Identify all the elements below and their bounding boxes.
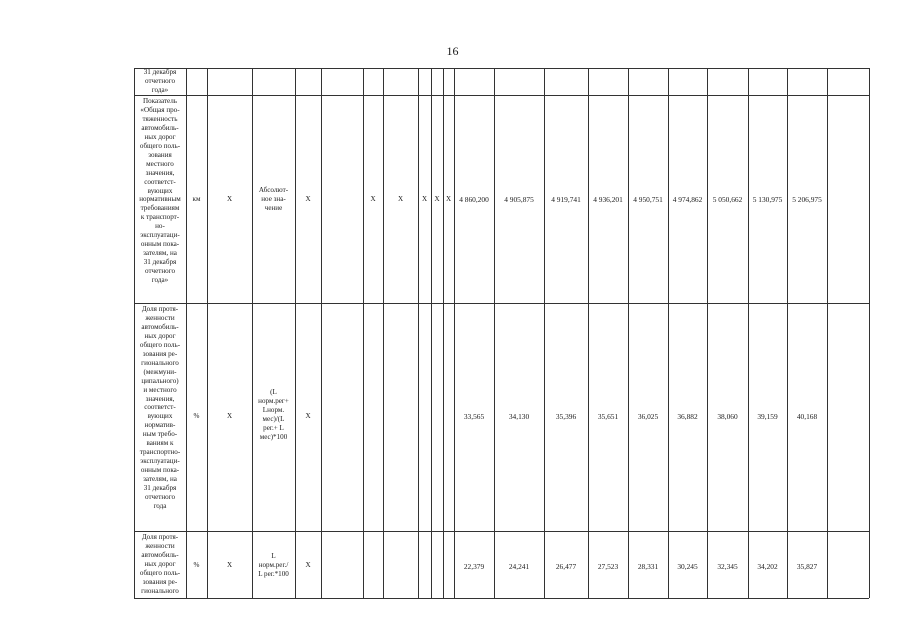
column-divider bbox=[252, 68, 253, 598]
x-mark: X bbox=[445, 195, 452, 203]
indicator-name: 31 декабря отчетного года» bbox=[143, 68, 177, 94]
row-divider bbox=[134, 303, 869, 304]
x-mark: X bbox=[226, 412, 233, 420]
method-cell: Абсолют- ное зна- чение bbox=[258, 186, 289, 212]
value-cell: 35,651 bbox=[597, 412, 619, 421]
value-cell: 30,245 bbox=[677, 562, 698, 571]
column-divider bbox=[418, 68, 419, 598]
value-cell: 4 860,200 bbox=[459, 195, 489, 204]
value-cell: 4 974,862 bbox=[672, 195, 703, 204]
value-cell: 38,060 bbox=[717, 412, 738, 421]
indicator-name: Доля протя- женности автомобиль- ных дорог общего поль- зования ре- гионального (межмуни- ципального) и местного значения, соответст- вующих норматив- ным требо- ваниям к транспортно- эксплуатаци- онным пока- зателям, на 31 декабря отчетного года bbox=[139, 305, 181, 510]
value-cell: 35,396 bbox=[555, 412, 577, 421]
column-divider bbox=[454, 68, 455, 598]
unit-cell: км bbox=[192, 195, 201, 203]
method-cell: (L норм.рег+ Lнорм. мес)/(L рег.+ L мес)*100 bbox=[258, 388, 289, 441]
value-cell: 27,523 bbox=[597, 562, 619, 571]
column-divider bbox=[321, 68, 322, 598]
column-divider bbox=[588, 68, 589, 598]
unit-cell: % bbox=[193, 561, 200, 569]
indicator-name: Показатель «Общая про- тяженность автомобиль- ных дорог общего поль- зования местного значения, соответст- вующих нормативным требованиям к транспорт- но- эксплуатаци- онным пока- зателям, на 31 декабря отчетного года» bbox=[139, 97, 181, 285]
unit-cell: % bbox=[193, 412, 200, 420]
indicator-name: Доля протя- женности автомобиль- ных дорог общего поль- зования ре- гионального bbox=[139, 533, 181, 595]
value-cell: 4 919,741 bbox=[551, 195, 581, 204]
column-divider bbox=[544, 68, 545, 598]
value-cell: 24,241 bbox=[508, 562, 530, 571]
column-divider bbox=[668, 68, 669, 598]
value-cell: 36,025 bbox=[637, 412, 659, 421]
column-divider bbox=[431, 68, 432, 598]
column-divider bbox=[494, 68, 495, 598]
value-cell: 28,331 bbox=[637, 562, 659, 571]
column-divider bbox=[383, 68, 384, 598]
x-mark: X bbox=[226, 195, 233, 203]
value-cell: 34,130 bbox=[508, 412, 530, 421]
value-cell: 4 936,201 bbox=[593, 195, 623, 204]
row-divider bbox=[134, 95, 869, 96]
column-divider bbox=[748, 68, 749, 598]
row-divider bbox=[134, 68, 869, 69]
column-divider bbox=[787, 68, 788, 598]
value-cell: 5 206,975 bbox=[792, 195, 822, 204]
column-divider bbox=[363, 68, 364, 598]
column-divider bbox=[295, 68, 296, 598]
column-divider bbox=[207, 68, 208, 598]
x-mark: X bbox=[421, 195, 428, 203]
x-mark: X bbox=[397, 195, 404, 203]
x-mark: X bbox=[305, 195, 311, 203]
value-cell: 32,345 bbox=[717, 562, 738, 571]
method-cell: L норм.рег./ L рег.*100 bbox=[258, 552, 289, 578]
value-cell: 5 130,975 bbox=[752, 195, 783, 204]
page-number: 16 bbox=[446, 44, 459, 58]
value-cell: 36,882 bbox=[677, 412, 698, 421]
value-cell: 33,565 bbox=[463, 412, 485, 421]
column-divider bbox=[628, 68, 629, 598]
value-cell: 34,202 bbox=[757, 562, 778, 571]
value-cell: 4 950,751 bbox=[633, 195, 663, 204]
value-cell: 39,159 bbox=[757, 412, 778, 421]
table-border bbox=[869, 68, 870, 598]
x-mark: X bbox=[226, 561, 233, 569]
x-mark: X bbox=[305, 412, 311, 420]
value-cell: 26,477 bbox=[555, 562, 577, 571]
x-mark: X bbox=[434, 195, 440, 203]
column-divider bbox=[443, 68, 444, 598]
x-mark: X bbox=[370, 195, 376, 203]
row-divider bbox=[134, 531, 869, 532]
value-cell: 5 050,662 bbox=[712, 195, 743, 204]
column-divider bbox=[707, 68, 708, 598]
value-cell: 40,168 bbox=[796, 412, 818, 421]
row-divider bbox=[134, 598, 869, 599]
value-cell: 35,827 bbox=[796, 562, 818, 571]
value-cell: 22,379 bbox=[463, 562, 485, 571]
x-mark: X bbox=[305, 561, 311, 569]
column-divider bbox=[827, 68, 828, 598]
column-divider bbox=[186, 68, 187, 598]
value-cell: 4 905,875 bbox=[504, 195, 534, 204]
